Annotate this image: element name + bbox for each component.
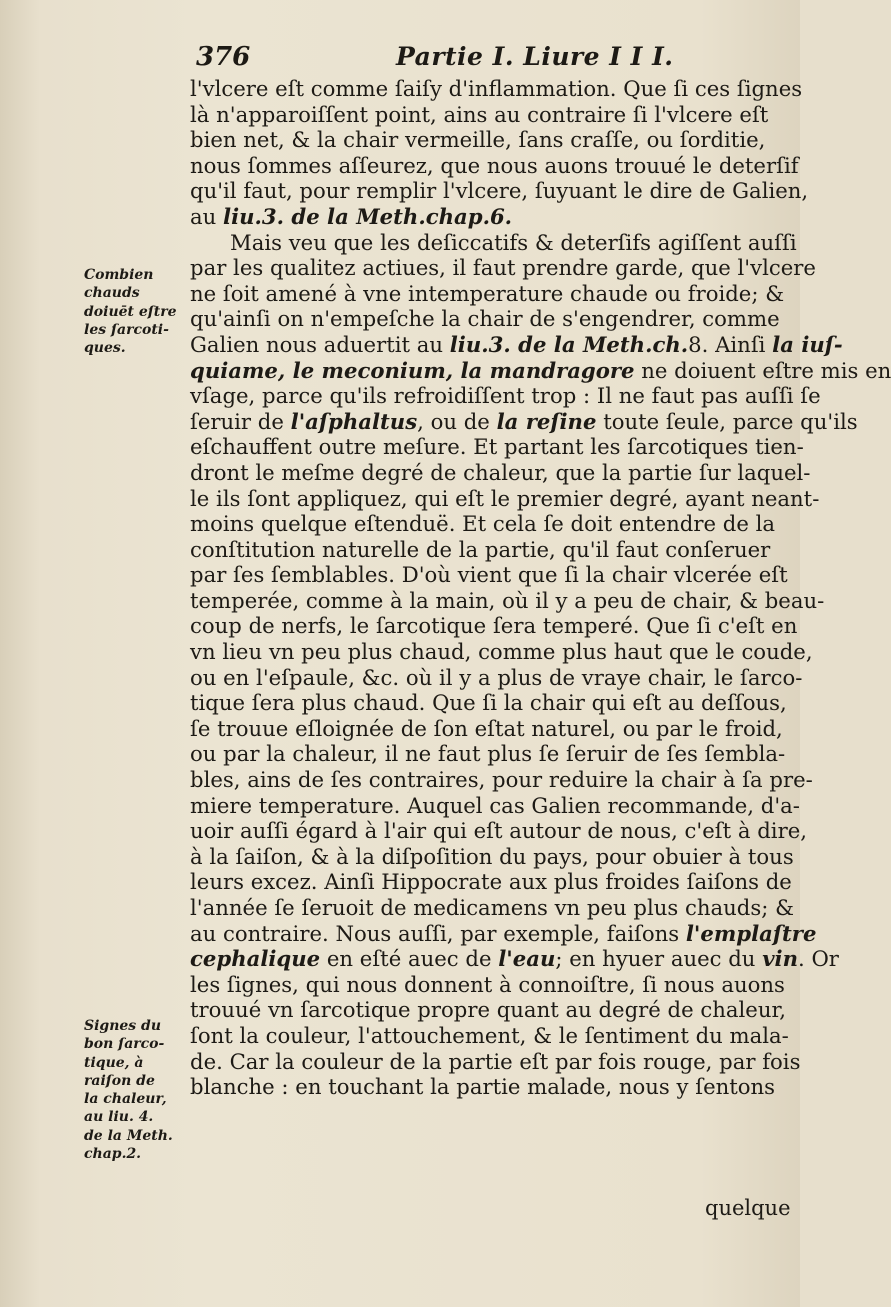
text-span: trouué vn ſarcotique propre quant au degré de chaleur, (190, 997, 787, 1023)
text-span: au (190, 203, 224, 229)
margin-note-line: chauds (84, 285, 140, 302)
italic-span: la reſine (496, 408, 597, 434)
text-span: vn lieu vn peu plus chaud, comme plus haut que le coude, (190, 639, 813, 665)
italic-span: liu.3. de la Meth.ch. (449, 331, 689, 357)
text-span: vſage, parce qu'ils refroidiſſent trop : Il ne faut pas auſſi ſe (190, 383, 821, 409)
margin-note-line: la chaleur, (84, 1091, 167, 1108)
text-span: . Or (797, 946, 839, 972)
text-line (190, 152, 799, 179)
text-line (190, 255, 816, 281)
text-span: bien net, & la chair vermeille, ſans craſſe, ou ſorditie, (190, 127, 766, 153)
text-span: ne doiuent eſtre mis en (634, 357, 891, 383)
text-span: blanche : en touchant la partie malade, nous y ſentons (190, 1074, 776, 1100)
text-line (190, 1074, 785, 1100)
text-line (190, 639, 813, 665)
margin-note-line: au liu. 4. (84, 1109, 154, 1126)
text-line (190, 127, 785, 153)
margin-notes (0, 0, 190, 1307)
text-span: tique ſera plus chaud. Que ſi la chair qui eſt au deſſous, (190, 690, 787, 716)
text-span: qu'il faut, pour remplir l'vlcere, ſuyuant le dire de Galien, (190, 178, 809, 204)
text-span: ſe trouue eſloignée de ſon eſtat naturel, ou par le froid, (190, 715, 783, 741)
text-span: , ou de (417, 408, 497, 434)
text-span: eſchauffent outre meſure. Et partant les ſarcotiques tien- (190, 434, 804, 460)
text-span: dront le meſme degré de chaleur, que la partie ſur laquel- (190, 459, 811, 485)
italic-span: liu.3. de la Meth.chap.6. (223, 203, 513, 229)
italic-span: vin (762, 946, 798, 972)
text-span: Mais veu que les deſiccatifs & deterſifs agiſſent auſſi (230, 229, 797, 255)
text-line (190, 869, 792, 895)
text-span: leurs excez. Ainſi Hippocrate aux plus froides ſaiſons de (190, 869, 792, 895)
text-span: 8. Ainſi (688, 331, 773, 357)
margin-note-signes-du-bon-sarcotique (84, 1017, 184, 1163)
margin-note-line: Signes du (84, 1018, 162, 1034)
margin-note-line: de la Meth. (84, 1127, 173, 1144)
text-line (190, 511, 785, 537)
text-line (190, 178, 809, 204)
text-span: qu'ainſi on n'empeſche la chair de s'engendrer, comme (190, 306, 780, 332)
page-number: 376 (196, 42, 251, 72)
text-line (190, 664, 803, 691)
text-line (190, 408, 858, 435)
text-span: par les qualitez actiues, il faut prendre garde, que l'vlcere (190, 255, 816, 281)
text-line (190, 281, 785, 307)
text-span: uoir auſſi égard à l'air qui eſt autour de nous, c'eſt à dire, (190, 818, 807, 844)
italic-span: l'emplaſtre (685, 920, 817, 946)
text-span: par ſes ſemblables. D'où vient que ſi la chair vlcerée eſt (190, 562, 788, 588)
text-line (190, 1048, 801, 1075)
text-line (190, 76, 803, 102)
text-span: ; en hyuer auec du (555, 946, 763, 972)
text-span: Galien nous aduertit au (190, 331, 450, 357)
text-line (190, 972, 785, 998)
text-span: temperée, comme à la main, où il y a peu de chair, & beau- (190, 587, 825, 613)
text-span: là n'apparoiſſent point, ains au contraire ſi l'vlcere eſt (190, 101, 769, 127)
text-line (190, 741, 785, 767)
text-line (190, 818, 807, 844)
margin-note-line: bon ſarco- (84, 1036, 165, 1053)
text-span: ſeruir de (190, 408, 291, 434)
margin-note-line: les ſarcoti- (84, 321, 169, 338)
margin-note-line: tique, à (84, 1054, 144, 1071)
text-line (190, 459, 811, 486)
text-line (190, 767, 813, 793)
text-span: l'année ſe ſeruoit de medicamens vn peu plus chauds; & (190, 895, 794, 920)
text-line (190, 946, 839, 972)
body-text (190, 76, 891, 1100)
text-line (190, 562, 788, 588)
margin-note-line: ques. (84, 340, 126, 357)
text-line (190, 537, 785, 563)
text-line (190, 997, 785, 1023)
text-span: ſont la couleur, l'attouchement, & le ſentiment du mala- (190, 1022, 789, 1048)
text-span: le ils ſont appliquez, qui eſt le premier degré, ayant neant- (190, 485, 820, 511)
text-line (190, 895, 794, 921)
italic-span: quiame, le meconium, la mandragore (190, 357, 635, 383)
text-line (190, 843, 794, 870)
text-span: nous ſommes aſſeurez, que nous auons trouué le deterſif (190, 152, 799, 178)
italic-span: l'eau (498, 946, 556, 972)
italic-span: la iuſ- (772, 331, 843, 357)
text-line (190, 357, 891, 384)
text-line (190, 102, 785, 128)
margin-note-combien-chauds (84, 266, 184, 357)
text-line (190, 1022, 789, 1049)
text-span: toute ſeule, parce qu'ils (596, 408, 858, 434)
text-line (190, 229, 797, 256)
text-line (190, 690, 785, 716)
text-span: coup de nerfs, le ſarcotique ſera temperé. Que ſi c'eſt en (190, 613, 798, 639)
text-span: moins quelque eſtenduë. Et cela ſe doit entendre de la (190, 511, 775, 537)
text-line (190, 792, 800, 819)
text-span: les ſignes, qui nous donnent à connoiſtre, ſi nous auons (190, 971, 785, 997)
text-span: ne ſoit amené à vne intemperature chaude ou froide; & (190, 280, 785, 306)
text-span: à la ſaiſon, & à la diſpoſition du pays, pour obuier à tous (190, 843, 794, 869)
text-line (190, 587, 825, 614)
text-line (190, 383, 821, 409)
margin-note-line: chap.2. (84, 1146, 142, 1163)
text-span: ou en l'eſpaule, &c. où il y a plus de vraye chair, le ſarco- (190, 664, 803, 690)
page-header (196, 42, 776, 76)
margin-note-line: Combien (84, 267, 154, 283)
text-span: bles, ains de ſes contraires, pour reduire la chair à ſa pre- (190, 767, 813, 793)
text-line (190, 485, 820, 512)
margin-note-line: raiſon de (84, 1072, 155, 1089)
italic-span: cephalique (190, 946, 321, 972)
text-line (190, 920, 817, 947)
text-span: ou par la chaleur, il ne faut plus ſe ſeruir de ſes ſembla- (190, 741, 786, 767)
text-line (190, 204, 785, 230)
text-span: en eſté auec de (320, 946, 499, 972)
italic-span: l'aſphaltus (290, 408, 418, 434)
running-title: Partie I. Liure I I I. (396, 42, 674, 71)
margin-note-line: doiuēt eſtre (84, 303, 177, 320)
text-line (190, 716, 785, 742)
text-span: l'vlcere eſt comme ſaiſy d'inflammation. Que ſi ces ſignes (190, 76, 803, 101)
text-span: de. Car la couleur de la partie eſt par fois rouge, par fois (190, 1048, 801, 1074)
text-span: au contraire. Nous auſſi, par exemple, faiſons (190, 920, 686, 946)
text-line (190, 613, 798, 639)
text-line (190, 434, 804, 460)
text-span: conſtitution naturelle de la partie, qu'il faut conſeruer (190, 536, 771, 562)
text-line (190, 306, 785, 332)
text-span: miere temperature. Auquel cas Galien recommande, d'a- (190, 792, 800, 818)
text-line (190, 331, 843, 358)
catchword: quelque (705, 1196, 791, 1220)
